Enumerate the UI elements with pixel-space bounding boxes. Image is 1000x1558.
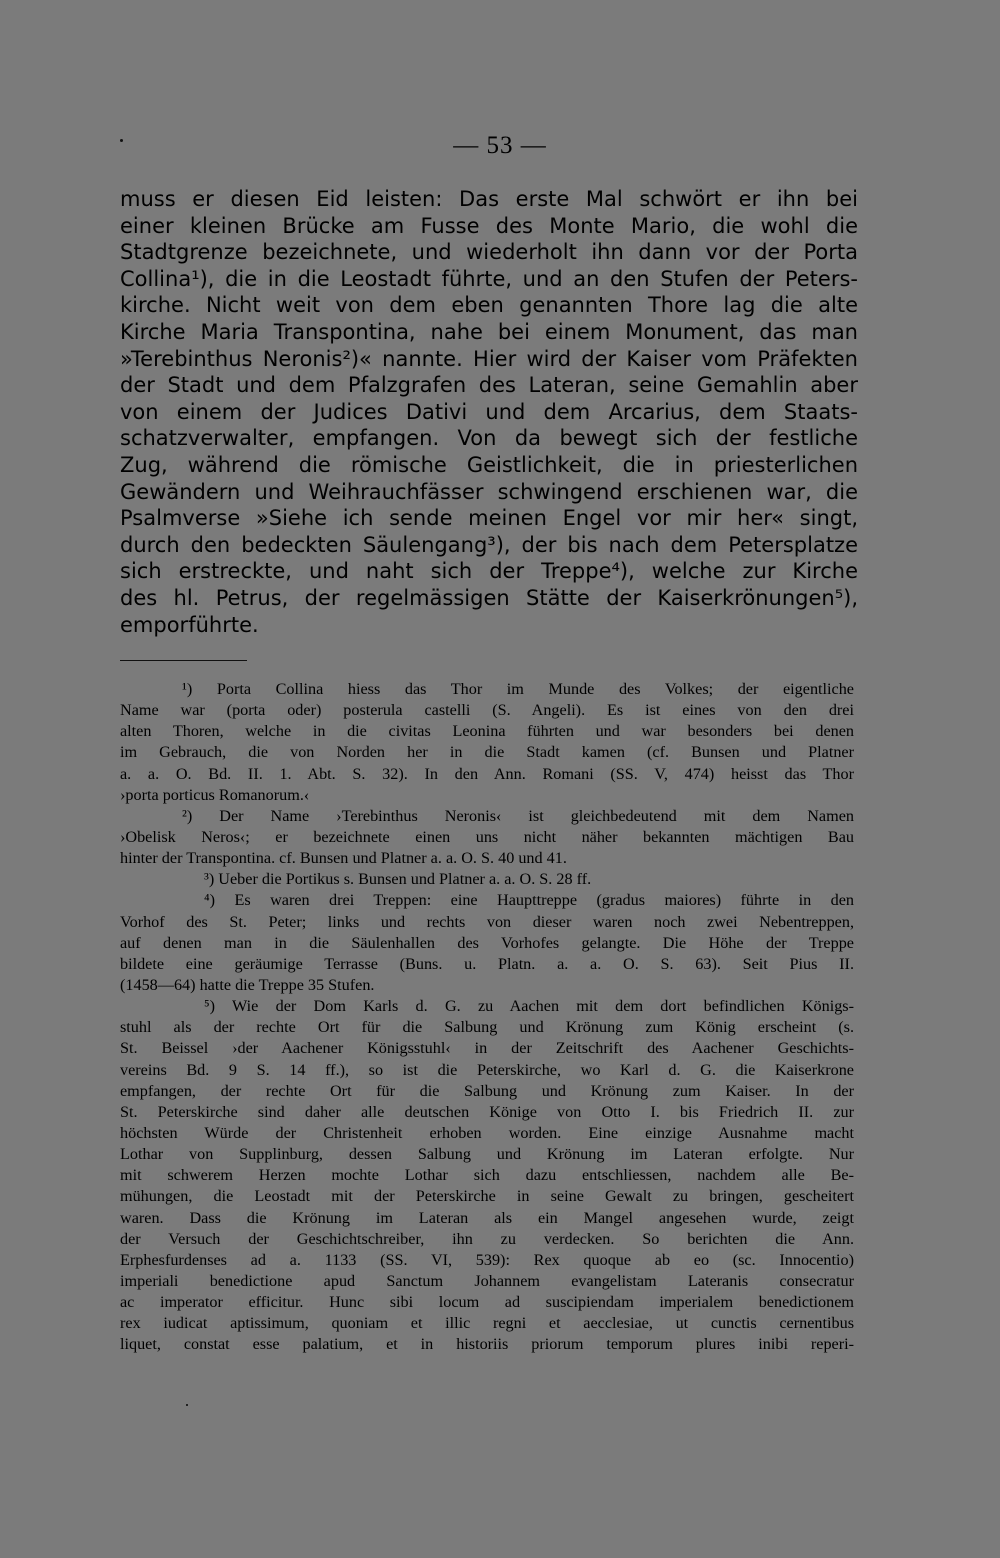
- footnote-line: rex iudicat aptissimum, quoniam et illic regni et aecclesiae, ut cunctis cernentibus: [120, 1314, 854, 1333]
- footnote-line: der Versuch der Geschichtschreiber, ihn zu verdecken. So berichten die Ann.: [120, 1229, 854, 1248]
- page-number: — 53 —: [453, 132, 547, 159]
- main-text-line: durch den bedeckten Säulengang³), der bis nach dem Petersplatze: [120, 532, 858, 557]
- main-text-line: einer kleinen Brücke am Fusse des Monte Mario, die wohl die: [120, 213, 858, 238]
- footnote-line: ⁵) Wie der Dom Karls d. G. zu Aachen mit dem dort befindlichen Königs-: [204, 997, 854, 1016]
- main-text-line: sich erstreckte, und naht sich der Treppe⁴), welche zur Kirche: [120, 559, 858, 584]
- footnote-line: auf denen man in die Säulenhallen des Vorhofes gelangte. Die Höhe der Treppe: [120, 933, 854, 952]
- footnote-line: ¹) Porta Collina hiess das Thor im Munde des Volkes; der eigentliche: [182, 680, 854, 698]
- footnote-line: alten Thoren, welche in die civitas Leonina führten und war besonders bei denen: [120, 722, 854, 741]
- footnote-line: imperiali benedictione apud Sanctum Johannem evangelistam Lateranis consecratur: [120, 1271, 854, 1290]
- footnote-line: ²) Der Name ›Terebinthus Neronis‹ ist gleichbedeutend mit dem Namen: [182, 806, 854, 825]
- footnote-line: St. Beissel ›der Aachener Königsstuhl‹ in der Zeitschrift des Aachener Geschichts-: [120, 1039, 854, 1058]
- footnote-line: mit schwerem Herzen mochte Lothar sich dazu entschliessen, nachdem alle Be-: [120, 1166, 854, 1185]
- footnote-line: Name war (porta oder) posterula castelli (S. Angeli). Es ist eines von den drei: [120, 701, 854, 720]
- footnote-line: mühungen, die Leostadt mit der Peterskirche in seine Gewalt zu bringen, gescheitert: [120, 1187, 854, 1206]
- footnote-line: ⁴) Es waren drei Treppen: eine Haupttreppe (gradus maiores) führte in den: [204, 891, 854, 910]
- footnote-line: liquet, constat esse palatium, et in historiis priorum temporum plures inibi reperi-: [120, 1335, 854, 1354]
- footnote-line: St. Peterskirche sind daher alle deutschen Könige von Otto I. bis Friedrich II. zur: [120, 1102, 854, 1121]
- main-text-line: kirche. Nicht weit von dem eben genannten Thore lag die alte: [120, 293, 858, 318]
- main-text-line: von einem der Judices Dativi und dem Arcarius, dem Staats-: [120, 399, 858, 424]
- main-text-line: emporführte.: [120, 612, 259, 637]
- main-text-line: der Stadt und dem Pfalzgrafen des Lateran, seine Gemahlin aber: [120, 373, 858, 398]
- main-text-line: Stadtgrenze bezeichnete, und wiederholt ihn dann vor der Porta: [120, 240, 858, 265]
- footnote-line: ac imperator efficitur. Hunc sibi locum ad suscipiendam imperialem benedictionem: [120, 1293, 854, 1312]
- footnote-line: höchsten Würde der Christenheit erhoben worden. Eine einzige Ausnahme macht: [120, 1123, 854, 1142]
- footnote-line: Vorhof des St. Peter; links und rechts von dieser waren noch zwei Nebentreppen,: [120, 912, 854, 931]
- main-text-line: des hl. Petrus, der regelmässigen Stätte der Kaiserkrönungen⁵),: [120, 585, 858, 610]
- main-text-line: Psalmverse »Siehe ich sende meinen Engel vor mir her« singt,: [120, 506, 858, 531]
- footnotes: [120, 679, 854, 1356]
- footnote-line: hinter der Transpontina. cf. Bunsen und Platner a. a. O. S. 40 und 41.: [120, 849, 567, 868]
- footnote-line: ›porta porticus Romanorum.‹: [120, 785, 310, 804]
- footnote-line: Lothar von Supplinburg, dessen Salbung und Krönung im Lateran erfolgte. Nur: [120, 1145, 854, 1164]
- footnote-line: bildete eine geräumige Terrasse (Buns. u. Platn. a. a. O. S. 63). Seit Pius II.: [120, 954, 854, 973]
- footnote-line: ›Obelisk Neros‹; er bezeichnete einen uns nicht näher bekannten mächtigen Bau: [120, 827, 854, 846]
- main-text-line: schatzverwalter, empfangen. Von da bewegt sich der festliche: [120, 426, 858, 451]
- footnote-line: stuhl als der rechte Ort für die Salbung und Krönung zum König erscheint (s.: [120, 1018, 854, 1037]
- main-text-line: »Terebinthus Neronis²)« nannte. Hier wird der Kaiser vom Präfekten: [120, 346, 858, 371]
- footnote-line: vereins Bd. 9 S. 14 ff.), so ist die Peterskirche, wo Karl d. G. die Kaiserkrone: [120, 1060, 854, 1079]
- main-text-line: Gewändern und Weihrauchfässer schwingend erschienen war, die: [120, 479, 858, 504]
- footnote-line: Erphesfurdenses ad a. 1133 (SS. VI, 539): Rex quoque ab eo (sc. Innocentio): [120, 1250, 854, 1269]
- main-text-line: Kirche Maria Transpontina, nahe bei einem Monument, das man: [120, 319, 858, 344]
- main-text: [120, 186, 858, 638]
- stray-mark: [186, 1404, 188, 1406]
- footnote-line: im Gebrauch, die von Norden her in die Stadt kamen (cf. Bunsen und Platner: [120, 743, 854, 762]
- footnote-line: a. a. O. Bd. II. 1. Abt. S. 32). In den Ann. Romani (SS. V, 474) heisst das Thor: [120, 764, 854, 783]
- main-text-line: Collina¹), die in die Leostadt führte, und an den Stufen der Peters-: [120, 266, 858, 291]
- footnote-line: ³) Ueber die Portikus s. Bunsen und Platner a. a. O. S. 28 ff.: [204, 870, 592, 889]
- main-text-line: muss er diesen Eid leisten: Das erste Mal schwört er ihn bei: [120, 187, 858, 211]
- main-text-line: Zug, während die römische Geistlichkeit, die in priesterlichen: [120, 452, 858, 477]
- footnote-divider: [120, 660, 247, 661]
- footnote-line: (1458—64) hatte die Treppe 35 Stufen.: [120, 975, 375, 994]
- footnote-line: waren. Dass die Krönung im Lateran als ein Mangel angesehen wurde, zeigt: [120, 1208, 854, 1227]
- footnote-line: empfangen, der rechte Ort für die Salbung und Krönung zum Kaiser. In der: [120, 1081, 854, 1100]
